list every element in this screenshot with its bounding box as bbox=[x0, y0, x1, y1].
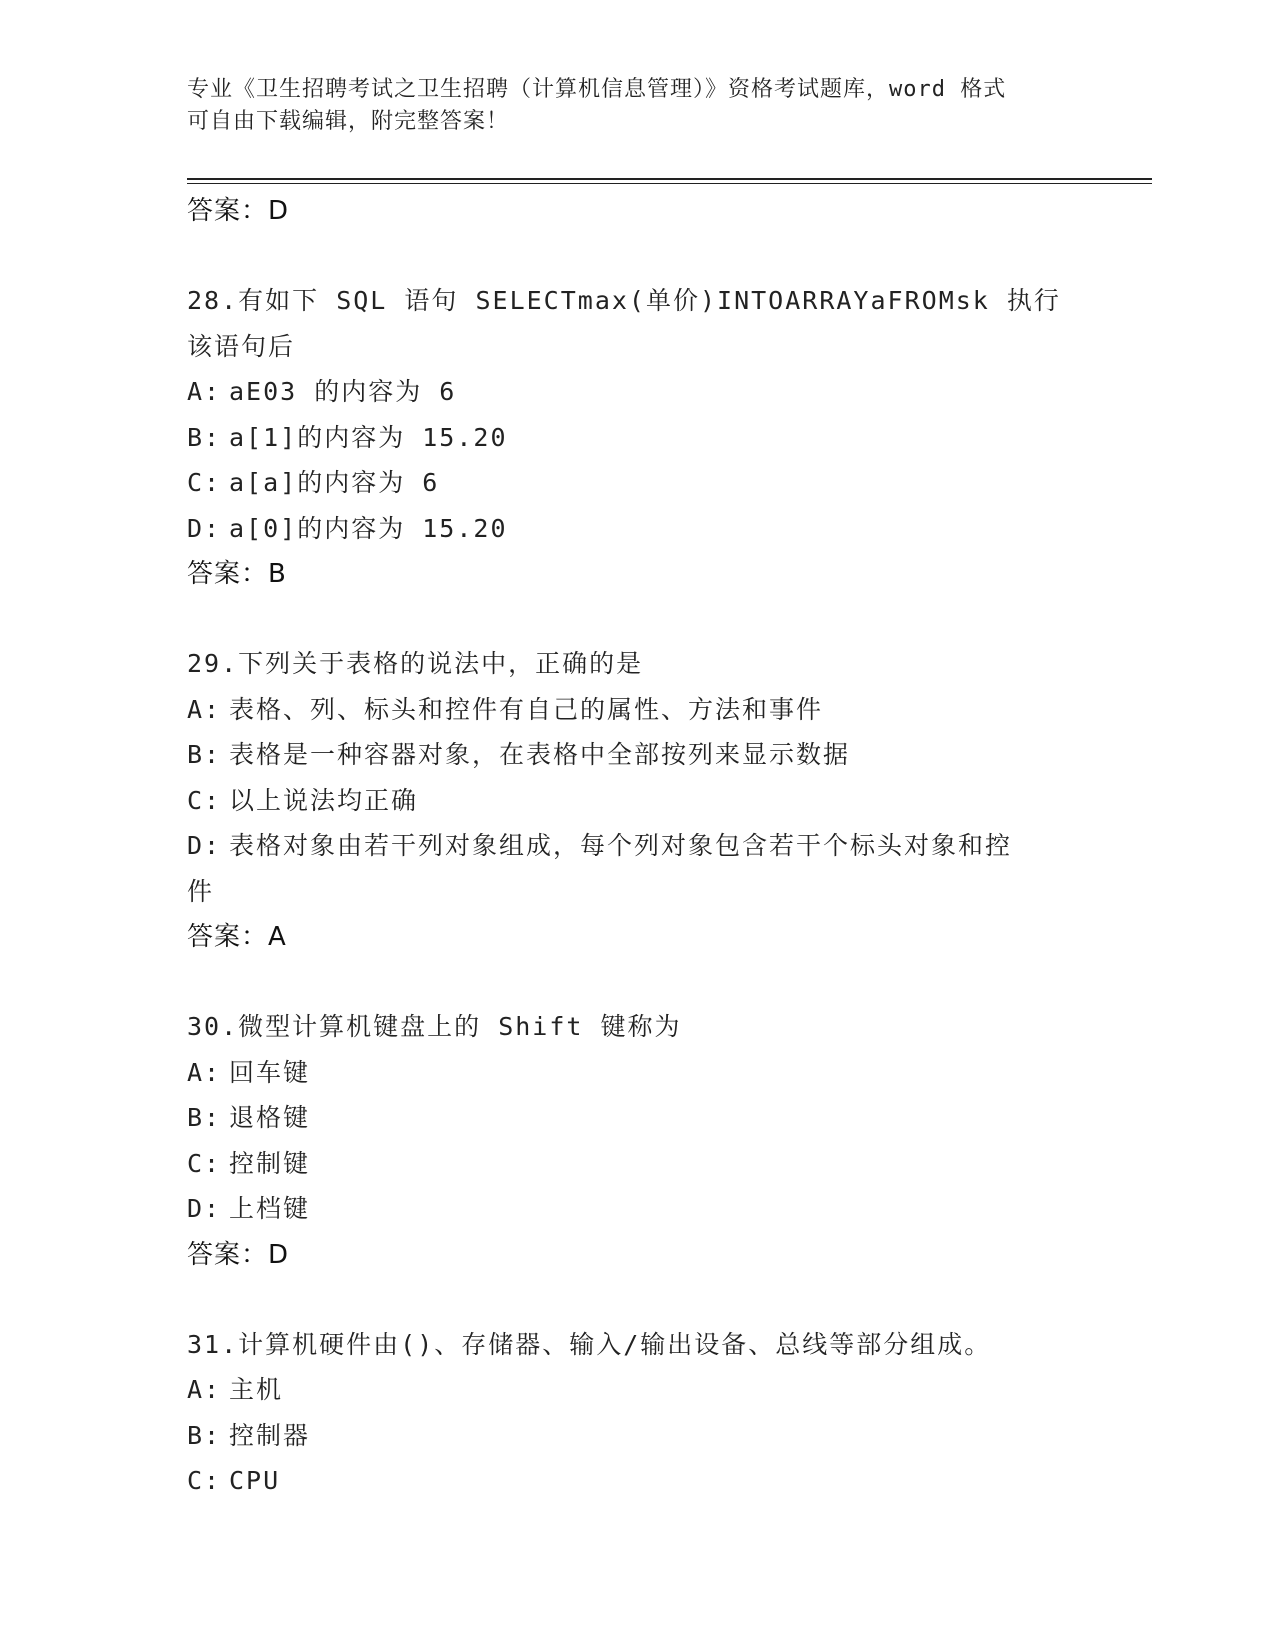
option-key: A: bbox=[187, 377, 222, 406]
option-a bbox=[187, 369, 1087, 415]
question-28 bbox=[187, 278, 1087, 597]
option-key: A: bbox=[187, 1057, 222, 1087]
option-c bbox=[187, 778, 1087, 824]
option-key: D: bbox=[187, 1194, 222, 1223]
question-text: 31.计算机硬件由()、存储器、输入/输出设备、总线等部分组成。 bbox=[187, 1329, 992, 1359]
option-text: 表格、列、标头和控件有自己的属性、方法和事件 bbox=[229, 694, 824, 724]
option-key: A: bbox=[187, 1375, 222, 1404]
option-b bbox=[187, 732, 1087, 778]
answer-29: 答案：A bbox=[187, 922, 287, 952]
option-text: 表格对象由若干列对象组成，每个列对象包含若干个标头对象和控 bbox=[229, 831, 1013, 860]
option-text: aE03 的内容为 6 bbox=[229, 377, 457, 406]
option-key: A: bbox=[187, 694, 222, 724]
option-d bbox=[187, 1186, 1087, 1232]
answer-28: 答案：B bbox=[187, 559, 287, 589]
header-line-1: 专业《卫生招聘考试之卫生招聘（计算机信息管理）》资格考试题库，word 格式 bbox=[187, 77, 1007, 102]
question-text: 30.微型计算机键盘上的 Shift 键称为 bbox=[187, 1012, 682, 1041]
option-key: B: bbox=[187, 422, 222, 452]
option-text: 表格是一种容器对象，在表格中全部按列来显示数据 bbox=[229, 740, 851, 769]
question-31 bbox=[187, 1322, 1087, 1504]
document-header bbox=[187, 74, 1067, 138]
option-a bbox=[187, 687, 1087, 733]
option-key: C: bbox=[187, 1466, 222, 1495]
option-key: C: bbox=[187, 1148, 222, 1178]
option-key: D: bbox=[187, 513, 222, 543]
option-key: B: bbox=[187, 1103, 222, 1132]
option-c bbox=[187, 1458, 1087, 1504]
option-c bbox=[187, 1141, 1087, 1187]
option-d-continuation: 件 bbox=[187, 876, 215, 906]
option-text: 以上说法均正确 bbox=[229, 785, 419, 815]
question-text: 28.有如下 SQL 语句 SELECTmax(单价)INTOARRAYaFROMsk 执行该语句后 bbox=[187, 286, 1061, 361]
option-key: B: bbox=[187, 740, 222, 769]
option-c bbox=[187, 460, 1087, 506]
option-text: 退格键 bbox=[229, 1103, 311, 1132]
header-line-2: 可自由下载编辑，附完整答案！ bbox=[187, 109, 510, 134]
option-b bbox=[187, 1413, 1087, 1459]
option-text: 控制键 bbox=[229, 1148, 311, 1178]
question-30 bbox=[187, 1004, 1087, 1278]
option-a bbox=[187, 1367, 1087, 1413]
option-text: a[a]的内容为 6 bbox=[229, 468, 440, 497]
option-text: 主机 bbox=[229, 1375, 284, 1404]
option-key: C: bbox=[187, 785, 222, 815]
option-d bbox=[187, 823, 1087, 869]
option-key: C: bbox=[187, 468, 222, 497]
header-rule-thin bbox=[187, 183, 1152, 184]
option-text: 回车键 bbox=[229, 1057, 311, 1087]
option-b bbox=[187, 1095, 1087, 1141]
option-text: a[1]的内容为 15.20 bbox=[229, 422, 508, 452]
option-key: D: bbox=[187, 831, 222, 860]
option-text: CPU bbox=[229, 1466, 281, 1495]
option-b bbox=[187, 415, 1087, 461]
option-text: 控制器 bbox=[229, 1420, 311, 1450]
header-rule-thick bbox=[187, 178, 1152, 180]
question-29 bbox=[187, 641, 1087, 960]
answer-30: 答案：D bbox=[187, 1239, 290, 1270]
question-text: 29.下列关于表格的说法中，正确的是 bbox=[187, 649, 644, 678]
option-key: B: bbox=[187, 1420, 222, 1450]
option-d bbox=[187, 506, 1087, 552]
question-list bbox=[187, 188, 1087, 1504]
option-text: a[0]的内容为 15.20 bbox=[229, 513, 508, 543]
option-text: 上档键 bbox=[229, 1194, 311, 1223]
option-a bbox=[187, 1050, 1087, 1096]
previous-answer: 答案：D bbox=[187, 196, 290, 226]
